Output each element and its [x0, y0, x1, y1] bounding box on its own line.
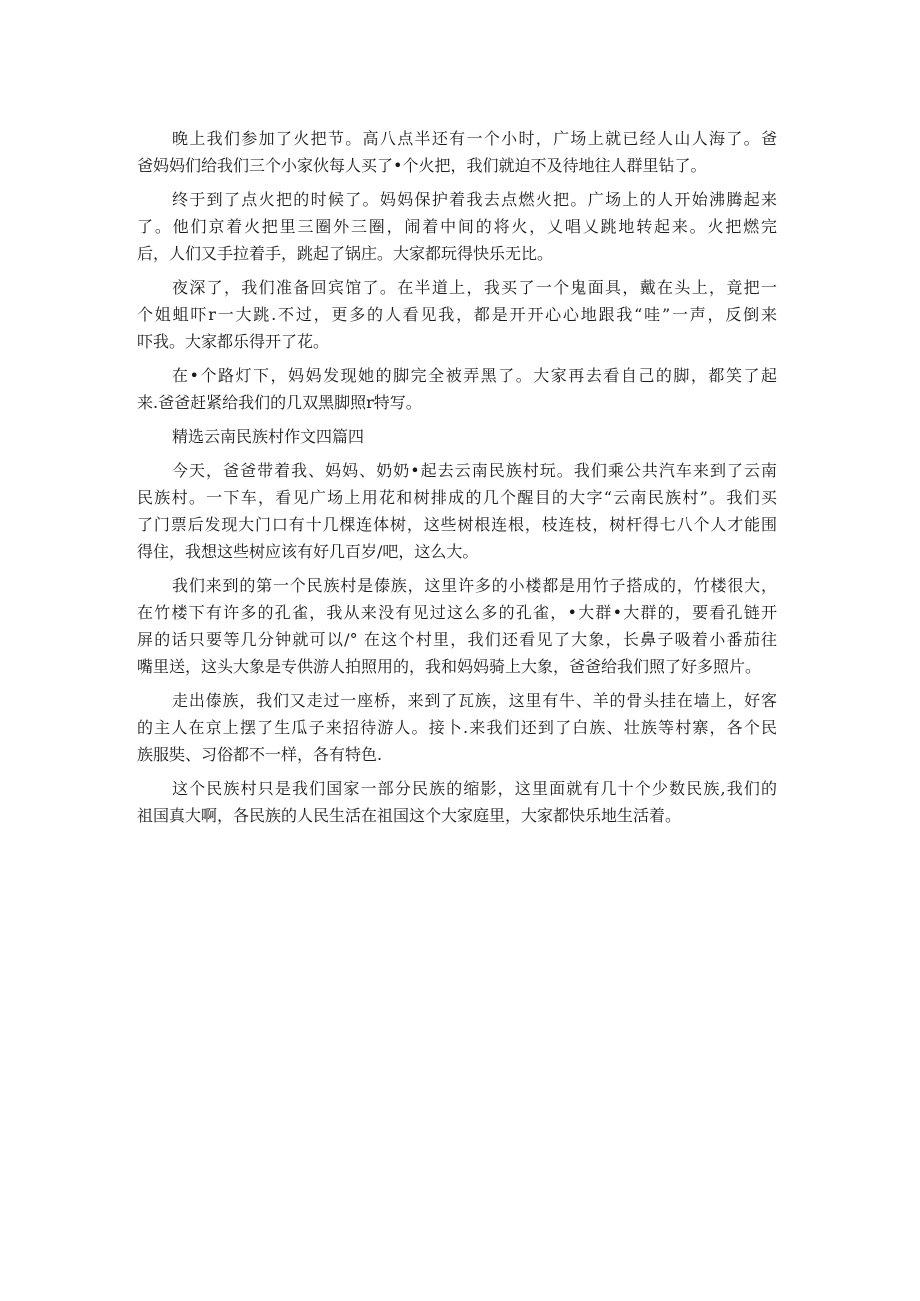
text-line: 得住，我想这些树应该有好几百岁/吧，这么大。	[137, 542, 479, 561]
text-line: 晚上我们参加了火把节。高八点半还有一个小时，广场上就已经人山人海了。爸	[172, 129, 777, 148]
text-line: 民族村。一下车，看见广场上用花和树排成的几个醒目的大字“云南民族村”。我们买	[137, 488, 777, 507]
text-line: 吓我。大家都乐得开了花。	[137, 332, 330, 351]
paragraph	[137, 687, 777, 768]
document-body	[137, 125, 777, 836]
text-line: 了。他们京着火把里三圈外三圈，闹着中间的将火，乂唱乂跳地转起来。火把燃完	[137, 217, 777, 236]
text-line: 来.爸爸赶紧给我们的几双黑脚照r特写。	[137, 393, 422, 412]
text-line: 了门票后发现大门口有十几棵连体树，这些树根连根，枝连枝，树杆得七八个人才能围	[137, 515, 777, 534]
paragraph	[137, 457, 777, 565]
paragraph	[137, 125, 777, 179]
text-line: 族服奘、习俗都不一样，各有特色.	[137, 745, 383, 764]
text-line: 今天，爸爸带着我、妈妈、奶奶•起去云南民族村玩。我们乘公共汽车来到了云南	[172, 461, 777, 480]
text-line: 走出傣族，我们又走过一座桥，来到了瓦族，这里有牛、羊的骨头挂在墙上，好客	[172, 691, 777, 710]
text-line: 这个民族村只是我们国家一部分民族的缩影，这里面就有几十个少数民族,我们的	[172, 779, 777, 798]
text-line: 终于到了点火把的时候了。妈妈保护着我去点燃火把。广场上的人开始沸腾起来	[172, 190, 777, 209]
paragraph	[137, 775, 777, 829]
text-line: 后，人们又手拉着手，跳起了锅庄。大家都玩得快乐无比。	[137, 244, 554, 263]
paragraph	[137, 572, 777, 680]
text-line: 屏的话只要等几分钟就可以/° 在这个村里，我们还看见了大象，长鼻子吸着小番茄往	[137, 630, 777, 649]
text-line: 夜深了，我们准备回宾馆了。在半道上，我买了一个鬼面具，戴在头上，竟把一	[172, 278, 777, 297]
text-line: 的主人在京上摆了生瓜子来招待游人。接卜.来我们还到了白族、壮族等村寨，各个民	[137, 718, 777, 737]
paragraph	[137, 362, 777, 416]
section-heading: 精选云南民族村作文四篇四	[172, 427, 365, 446]
text-line: 在竹楼下有许多的孔雀，我从来没有见过这么多的孔雀，•大群•大群的，要看孔链开	[137, 603, 777, 622]
text-line: 在•个路灯下，妈妈发现她的脚完全被弄黑了。大家再去看自己的脚，都笑了起	[172, 366, 777, 385]
text-line: 祖国真大啊，各民族的人民生活在祖国这个大家庭里，大家都快乐地生活着。	[137, 806, 682, 825]
text-line: 嘴里送，这头大象是专供游人拍照用的，我和妈妈骑上大象，爸爸给我们照了好多照片。	[137, 657, 762, 676]
text-line: 爸妈妈们给我们三个小家伙每人买了•个火把，我们就迫不及待地往人群里钻了。	[137, 156, 707, 175]
text-line: 个姐蛆吓r一大跳.不过，更多的人看见我，都是开开心心地跟我“哇”一声，反倒来	[137, 305, 777, 324]
paragraph	[137, 186, 777, 267]
text-line: 我们来到的第一个民族村是傣族，这里许多的小楼都是用竹子搭成的，竹楼很大，	[172, 576, 777, 595]
paragraph	[137, 274, 777, 355]
